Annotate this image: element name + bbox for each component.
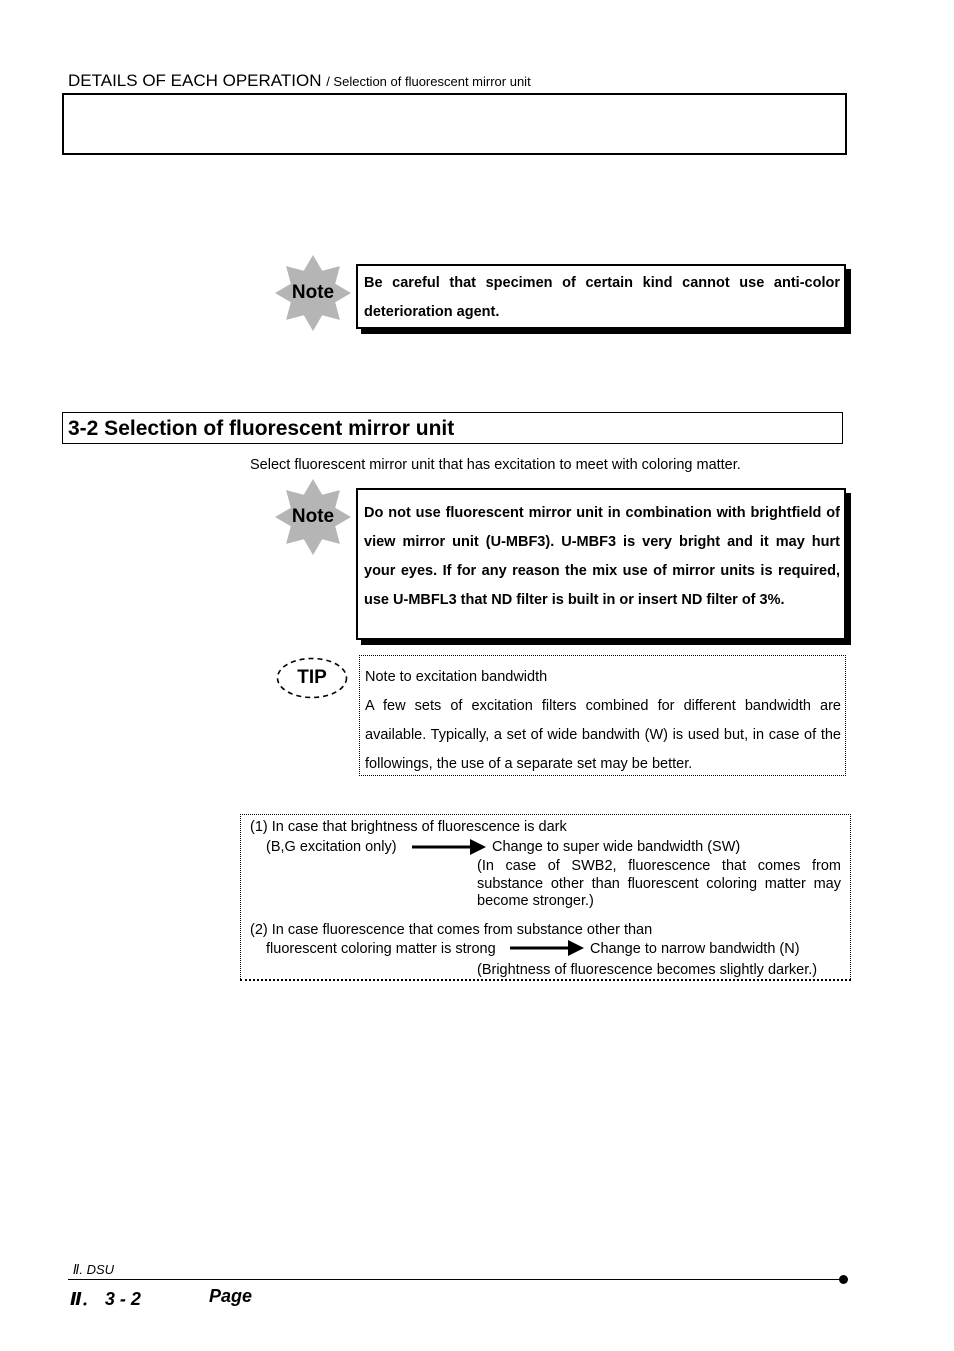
- note-box: [356, 264, 846, 329]
- case-2-note: (Brightness of fluorescence becomes slightly darker.): [477, 962, 818, 978]
- case-2-detail: fluorescent coloring matter is strong: [266, 941, 496, 957]
- note-badge-label: Note: [291, 282, 335, 303]
- header-section: DETAILS OF EACH OPERATION: [68, 71, 322, 90]
- tip-title: Note to excitation bandwidth: [365, 669, 548, 685]
- case-1-result: Change to super wide bandwidth (SW): [492, 839, 741, 855]
- note-text: Do not use fluorescent mirror unit in combination with brightfield of view mirror unit (U-MBF3). U-MBF3 is very bright and it may hurt your eyes. If for any reason the mix use of mirror units is required, use U-MBFL3 that ND filter is built in or insert ND filter of 3%.: [364, 505, 840, 608]
- footer-chapter-label: Ⅱ. DSU: [73, 1262, 115, 1277]
- note-star-icon: [275, 479, 351, 555]
- note-text: Be careful that specimen of certain kind cannot use anti-color deterioration agent.: [364, 275, 840, 320]
- tip-icon: [276, 657, 348, 701]
- header-empty-box: [62, 93, 847, 155]
- running-header: [68, 71, 531, 91]
- tip-box: [359, 655, 846, 776]
- case-2-result: Change to narrow bandwidth (N): [590, 941, 800, 957]
- footer-page-number: Ⅱ． 3 - 2: [70, 1289, 141, 1309]
- section-title: 3-2 Selection of fluorescent mirror unit: [62, 412, 843, 444]
- header-subsection: / Selection of fluorescent mirror unit: [326, 74, 531, 89]
- tip-text: A few sets of excitation filters combined for different bandwidth are available. Typically, a set of wide bandwith (W) is used but, in case of the followings, the use of a separate set may be better.: [365, 698, 841, 772]
- footer-page-label: Page: [209, 1286, 253, 1306]
- tip-badge-label: TIP: [297, 667, 327, 688]
- section-intro: Select fluorescent mirror unit that has excitation to meet with coloring matter.: [250, 457, 741, 473]
- arrow-right-icon: [510, 940, 584, 956]
- bandwidth-cases-box: [240, 814, 851, 981]
- case-1-detail: (B,G excitation only): [266, 839, 397, 855]
- footer-rule: [68, 1279, 844, 1280]
- case-2-condition: (2) In case fluorescence that comes from substance other than: [250, 922, 653, 938]
- note-badge-label: Note: [291, 506, 335, 527]
- note-star-icon: [275, 255, 351, 331]
- note-box: [356, 488, 846, 640]
- case-1-condition: (1) In case that brightness of fluorescence is dark: [250, 819, 567, 835]
- case-1-note: (In case of SWB2, fluorescence that comes from substance other than fluorescent coloring matter may become stronger.): [477, 858, 841, 909]
- arrow-right-icon: [412, 839, 486, 855]
- footer-dot-icon: [839, 1275, 848, 1284]
